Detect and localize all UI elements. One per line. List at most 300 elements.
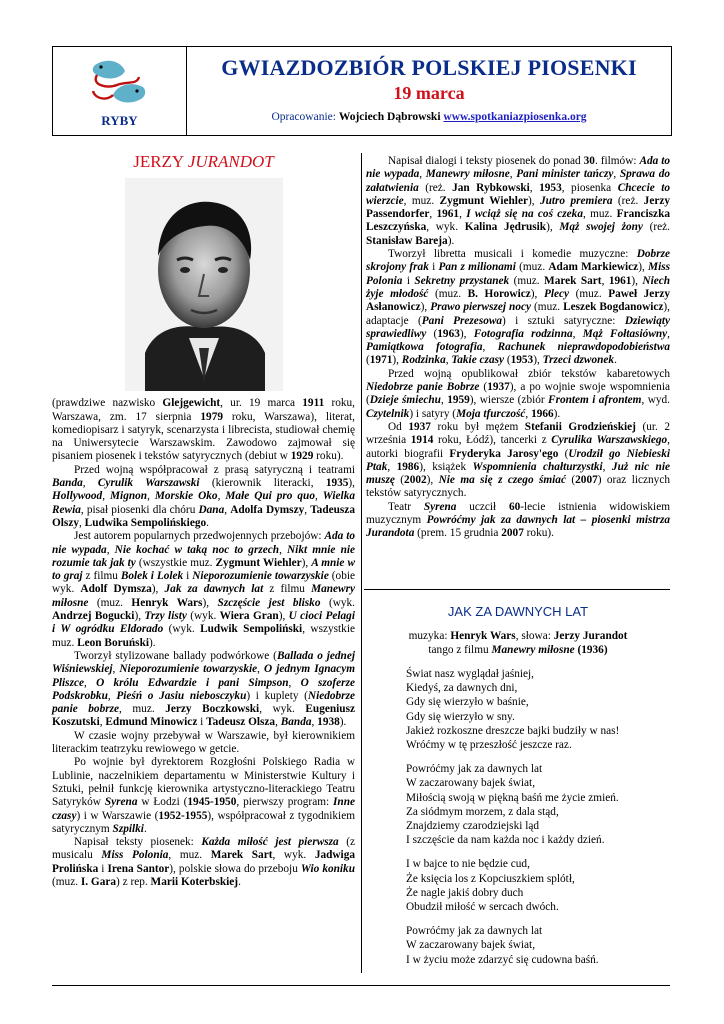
text-run: z filmu	[263, 583, 312, 596]
text-run: ,	[440, 394, 448, 407]
text-run: , wyk.	[426, 221, 465, 234]
text-run: , muz.	[168, 849, 211, 862]
emphasis-run: Syrena	[423, 500, 457, 513]
text-run: Przed wojną współpracował z prasą satyryczną i teatrami	[74, 463, 355, 476]
text-run: , muz.	[119, 703, 166, 716]
text-run: Jest autorem popularnych przedwojennych przebojów:	[74, 530, 325, 543]
emphasis-run: Stanisław Bareja	[366, 234, 448, 247]
emphasis-run: Irena Santor	[107, 862, 170, 875]
text-run: W czasie wojny przebywał w Warszawie, był kierownikiem literackim teatrzyku rewiowego w getcie.	[52, 729, 355, 756]
emphasis-run: Adolfa Dymszy	[230, 503, 305, 516]
zodiac-sign-label: RYBY	[101, 113, 138, 128]
emphasis-run: Sprawa do załatwienia	[366, 168, 671, 194]
text-run: Tworzył libretta musicali i komedie muzyczne:	[388, 248, 637, 261]
text-run: (muz.	[88, 596, 132, 609]
text-run: (obie wyk.	[52, 570, 355, 596]
emphasis-run: Jerzy Boczkowski	[165, 703, 260, 716]
text-run: (reż.	[612, 194, 644, 207]
emphasis-run: O jednym Ignacym Pliszce	[52, 663, 356, 689]
emphasis-run: Nikt mnie nie rozumie tak jak ty	[52, 543, 355, 569]
lyric-line: Obudził miłość w sercach dwóch.	[406, 901, 559, 914]
text-run: i	[98, 862, 108, 875]
emphasis-run: Jadwiga Prolińska	[52, 849, 355, 875]
emphasis-run: Takie czasy	[451, 354, 504, 367]
section-divider	[364, 589, 670, 590]
text-run: , wyd.	[641, 394, 670, 407]
emphasis-run: 1937	[487, 381, 510, 394]
emphasis-run: Tadeusza Olszy	[52, 503, 355, 529]
text-run: ,	[482, 341, 498, 354]
text-run: ).	[447, 234, 455, 247]
emphasis-run: Pani minister tańczy	[516, 168, 614, 181]
emphasis-run: Bolek i Lolek	[120, 570, 184, 583]
text-run: (reż.	[642, 221, 670, 234]
text-run: -lecie istnienia widowiskiem muzycznym	[366, 500, 670, 527]
text-run: ,	[79, 516, 85, 529]
emphasis-run: Manewry miłosne	[425, 168, 510, 181]
emphasis-run: Miss Polonia	[101, 849, 169, 862]
text-run: , muz.	[582, 208, 617, 221]
text-run: . filmów:	[594, 155, 640, 167]
text-run: (z musicalu	[52, 836, 355, 862]
emphasis-run: 1945-1950	[187, 796, 237, 809]
text-run: ) i sztuki satyryczne:	[502, 314, 625, 327]
text-run: ),	[151, 583, 165, 596]
credit-label: Opracowanie:	[271, 111, 336, 123]
emphasis-run: 2007	[575, 474, 598, 487]
emphasis-run: Jutro premiera	[539, 194, 613, 207]
text-run: (	[504, 354, 511, 367]
text-run: , piosenka	[561, 181, 618, 194]
emphasis-run: Trzy listy	[144, 610, 187, 623]
text-run: ,	[429, 208, 437, 221]
text-run: ,	[82, 477, 98, 490]
emphasis-run: Mignon	[110, 490, 148, 503]
text-run: ),	[278, 610, 289, 623]
header-main	[187, 47, 671, 135]
text-run: ,	[279, 543, 288, 556]
website-link[interactable]: www.spotkaniazpiosenka.org	[443, 111, 587, 123]
emphasis-run: B. Horowicz	[467, 287, 531, 300]
text-run: ) oraz licznych tekstów satyrycznych.	[366, 474, 670, 500]
verse	[406, 857, 670, 914]
text-run: (kierownik literacki,	[199, 477, 326, 490]
text-run: , ur. 19 marca	[220, 397, 303, 410]
emphasis-run: Rachunek nieprawdopodobieństwa	[497, 341, 671, 354]
paragraph	[52, 464, 355, 530]
lyric-line: Znajdziemy czarodziejski ląd	[406, 820, 539, 833]
text-run: (wyk.	[186, 610, 220, 623]
text-run: Przed wojną opublikował zbiór tekstów kabaretowych	[388, 367, 670, 380]
page-title: GWIAZDOZBIÓR POLSKIEJ PIOSENKI	[221, 55, 637, 80]
lyric-line: I w bajce to nie będzie cud,	[406, 858, 530, 871]
lyric-line: Miłością swoją w piękną baśń me życie zmień.	[406, 791, 619, 804]
emphasis-run: Niech żyje młodość	[366, 274, 671, 300]
text-run: (	[558, 447, 569, 460]
emphasis-run: Rodzinka	[401, 354, 446, 367]
biography-right-column	[366, 155, 670, 541]
emphasis-run: Niedobrze panie bobrze	[52, 689, 355, 716]
emphasis-run: Jak za dawnych lat	[164, 583, 264, 596]
text-run: uczcił	[456, 500, 509, 513]
emphasis-run: Cyrulika Warszawskiego	[551, 434, 668, 447]
emphasis-run: Urodził go Niebieski Ptak	[366, 447, 670, 473]
emphasis-run: Morskie Oko	[154, 490, 218, 503]
emphasis-run: Nieporozumienie towarzyskie	[192, 570, 329, 583]
paragraph	[366, 368, 670, 421]
emphasis-run: Wiera Gran	[219, 610, 279, 623]
emphasis-run: Banda	[52, 477, 83, 490]
text-run: ) i w Warszawie (	[76, 809, 159, 822]
emphasis-run: Szpilki	[112, 822, 144, 835]
emphasis-run: Pani Prezesowa	[421, 314, 503, 327]
column-divider	[361, 153, 362, 973]
text-run: ),	[638, 261, 649, 274]
emphasis-run: Edmund Minowicz	[105, 716, 198, 729]
credit-line	[187, 111, 671, 123]
emphasis-run: Andrzej Bogucki	[52, 610, 135, 623]
text-run: .	[238, 875, 241, 888]
biography-text-continued	[366, 155, 670, 541]
text-run: (muz.	[569, 287, 609, 300]
lyric-line: W zaczarowany bajek świat,	[406, 777, 536, 790]
text-run: ) z rep.	[116, 875, 151, 888]
emphasis-run: Ballada o jednej Wiśniewskiej	[52, 649, 355, 676]
text-run: (prawdziwe nazwisko	[52, 397, 163, 410]
text-run: ),	[348, 477, 356, 490]
tango-label: tango z filmu	[428, 644, 489, 656]
emphasis-run: Jan Rybkowski	[452, 181, 530, 194]
text-run: , muz.	[403, 194, 440, 207]
text-run: ,	[387, 460, 397, 473]
text-run: , wyk.	[259, 703, 306, 716]
emphasis-run: 1971	[369, 354, 393, 367]
emphasis-run: U cioci Pelagi i W ogródku Eldorado	[52, 610, 355, 636]
text-run: (	[565, 474, 576, 487]
emphasis-run: Mąż swojej żony	[559, 221, 643, 234]
paragraph	[52, 650, 355, 730]
text-run: (muz.	[531, 301, 564, 314]
text-run: roku).	[313, 450, 344, 463]
text-run: ) i satyry (	[409, 407, 457, 420]
text-run: ),	[530, 287, 544, 300]
text-run: roku, Warszawa, zm. 17 sierpnia	[52, 397, 356, 423]
emphasis-run: Zygmunt Wiehler	[439, 194, 528, 207]
lyric-line: Powróćmy jak za dawnych lat	[406, 925, 543, 938]
lyric-line: I szczęście da nam każda noc i każdy dzień.	[406, 834, 605, 847]
emphasis-run: Eugeniusz Koszutski	[52, 703, 355, 729]
text-run: ,	[224, 503, 231, 516]
lyric-line: Wróćmy w tę przeszłość jeszcze raz.	[406, 739, 572, 752]
text-run: ), polskie słowa do przeboju	[169, 862, 301, 875]
emphasis-run: O szoferze Podskrobku	[52, 676, 355, 702]
emphasis-run: Moja tfurczość	[456, 407, 526, 420]
biography-text	[52, 397, 355, 889]
emphasis-run: Henryk Wars	[131, 596, 203, 609]
emphasis-run: Paweł Jerzy Asłanowicz	[366, 287, 670, 314]
text-run: ),	[631, 274, 643, 287]
page-date: 19 marca	[393, 83, 465, 103]
text-run: ),	[546, 221, 560, 234]
text-run: , wszystkie muz.	[52, 623, 355, 649]
text-run: ,	[509, 168, 517, 181]
emphasis-run: Mąż Fołtasiówny	[582, 327, 668, 340]
emphasis-run: Pan z milionami	[438, 261, 516, 274]
paragraph	[52, 530, 355, 650]
paragraph	[366, 421, 670, 501]
text-run: (	[426, 327, 438, 340]
emphasis-run: Już nic nie muszę	[366, 460, 670, 487]
text-run: Od	[388, 420, 409, 433]
text-run: ,	[311, 716, 318, 729]
text-run: , pierwszy program:	[236, 796, 334, 809]
text-run: ,	[314, 490, 323, 503]
text-run: ),	[527, 194, 540, 207]
text-run: roku, Łódź), tancerki z	[433, 434, 552, 447]
text-run: ),	[392, 354, 402, 367]
text-run: ,	[147, 490, 155, 503]
text-run: (muz.	[428, 287, 468, 300]
lyric-line: Gdy się wierzyło w sny.	[406, 710, 515, 723]
emphasis-run: Cyrulik Warszawski	[97, 477, 200, 490]
emphasis-run: Hollywood	[52, 490, 103, 503]
emphasis-run: Trzeci dzwonek	[542, 354, 615, 367]
pisces-fish-icon	[87, 55, 151, 113]
text-run: ),	[134, 610, 145, 623]
emphasis-run: Jerzy Passendorfer	[366, 194, 671, 221]
text-run: ,	[106, 543, 115, 556]
emphasis-run: Ludwik Sempoliński	[200, 623, 303, 636]
emphasis-run: Chcecie to wierzcie	[366, 181, 670, 207]
emphasis-run: Sekretny przystanek	[414, 274, 510, 287]
lyric-line: Że księcia los z Kopciuszkiem splótł,	[406, 872, 575, 885]
emphasis-run: Prawo pierwszej nocy	[430, 301, 532, 314]
lyric-line: Gdy się wierzyło w baśnie,	[406, 696, 529, 709]
emphasis-run: Adam Markiewicz	[548, 261, 639, 274]
paragraph	[366, 248, 670, 368]
text-run: ,	[275, 716, 281, 729]
text-run: ,	[529, 181, 540, 194]
emphasis-run: A mnie w to graj	[52, 556, 355, 583]
emphasis-run: 1986	[396, 460, 420, 473]
text-run: (wyk.	[163, 623, 201, 636]
paragraph	[52, 730, 355, 757]
emphasis-run: Glejgewicht	[162, 397, 221, 410]
text-run: ), wiersze (zbiór	[469, 394, 549, 407]
emphasis-run: Marek Sart	[210, 849, 273, 862]
text-run: (muz.	[52, 875, 81, 888]
text-run: (wyk.	[320, 596, 355, 609]
lyric-line: Powróćmy jak za dawnych lat	[406, 763, 543, 776]
song-section	[366, 604, 670, 977]
text-run: ),	[426, 474, 439, 487]
text-run: ,	[572, 327, 583, 340]
emphasis-run: 1979	[200, 410, 223, 423]
text-run: ),	[301, 556, 312, 569]
text-run: ).	[149, 636, 156, 649]
emphasis-run: 60	[508, 500, 521, 513]
emphasis-run: Syrena	[104, 796, 138, 809]
text-run: ),	[420, 301, 431, 314]
text-run: roku był mężem	[430, 420, 525, 433]
emphasis-run: Ada to nie wypada	[52, 530, 355, 556]
text-run: roku).	[523, 527, 554, 540]
lyricist: Jerzy Jurandot	[553, 630, 628, 642]
emphasis-run: Adolf Dymsza	[80, 583, 152, 596]
emphasis-run: Banda	[280, 716, 312, 729]
text-run: ,	[459, 208, 467, 221]
song-credits	[366, 629, 670, 657]
emphasis-run: 1914	[410, 434, 434, 447]
paragraph	[52, 397, 355, 463]
emphasis-run: Zygmunt Wiehler	[215, 556, 302, 569]
emphasis-run: I wciąż się na coś czeka	[466, 208, 583, 221]
text-run: i	[428, 261, 439, 274]
composer: Henryk Wars	[450, 630, 516, 642]
text-run: (wszystkie muz.	[135, 556, 216, 569]
text-run: .	[614, 354, 617, 367]
emphasis-run: Dana	[198, 503, 225, 516]
lyric-line: Że nagle jakiś dobry duch	[406, 886, 524, 899]
text-run: ,	[112, 663, 120, 676]
emphasis-run: 1938	[317, 716, 340, 729]
emphasis-run: 1966	[531, 407, 554, 420]
emphasis-run: Wspomnienia chałturzystki	[472, 460, 603, 473]
text-run: ,	[84, 676, 97, 689]
text-run: (	[479, 381, 488, 394]
text-run: (	[394, 474, 405, 487]
emphasis-run: 1952-1955	[158, 809, 208, 822]
emphasis-run: Dzieje śmiechu	[369, 394, 441, 407]
emphasis-run: Pamiątkowa fotografia	[366, 341, 483, 354]
text-run: i	[402, 274, 415, 287]
emphasis-run: Leszek Bogdanowicz	[563, 301, 664, 314]
text-run: ),	[459, 327, 474, 340]
emphasis-run: 1961	[436, 208, 460, 221]
paragraph	[366, 501, 670, 541]
emphasis-run: Plecy	[543, 287, 570, 300]
text-run: ,	[217, 490, 226, 503]
emphasis-run: Każda miłość jest pierwsza	[201, 836, 339, 849]
emphasis-run: 1963	[437, 327, 460, 340]
lyrics-label: , słowa:	[515, 630, 551, 642]
emphasis-run: Wielka Rewia	[52, 490, 355, 516]
text-run: (reż.	[418, 181, 453, 194]
text-run: ,	[288, 676, 301, 689]
text-run: ),	[533, 354, 543, 367]
verse	[406, 762, 670, 847]
emphasis-run: Miss Polonia	[366, 261, 671, 287]
text-run: ,	[667, 327, 670, 340]
music-label: muzyka:	[408, 630, 448, 642]
emphasis-run: 30	[583, 155, 595, 167]
text-run: ,	[102, 490, 111, 503]
emphasis-run: Małe Qui pro quo	[225, 490, 315, 503]
text-run: ,	[257, 663, 265, 676]
emphasis-run: O królu Edwardzie i pani Simpson	[96, 676, 289, 689]
text-run: .	[206, 516, 209, 529]
paragraph	[52, 756, 355, 836]
biography-left-column	[52, 152, 356, 889]
text-run: , autorki biografii	[366, 434, 670, 460]
text-run: i	[197, 716, 207, 729]
text-run: ) i kuplety (	[246, 689, 308, 702]
emphasis-run: 1935	[325, 477, 349, 490]
text-run: z filmu	[82, 570, 121, 583]
credit-author: Wojciech Dąbrowski	[338, 111, 441, 123]
text-run: ,	[99, 716, 106, 729]
emphasis-run: 2007	[501, 527, 524, 540]
text-run: Tworzył stylizowane ballady podwórkowe (	[74, 649, 277, 662]
emphasis-run: Marek Sart	[544, 274, 602, 287]
emphasis-run: Fryderyka Jarosy'ego	[449, 447, 559, 460]
film-title: Manewry miłosne	[491, 644, 575, 656]
text-run: w Łodzi (	[137, 796, 188, 809]
text-run: ).	[553, 407, 561, 420]
emphasis-run: 1961	[608, 274, 632, 287]
lyric-line: Kiedyś, za dawnych dni,	[406, 682, 518, 695]
paragraph	[366, 155, 670, 248]
zodiac-logo	[53, 47, 187, 135]
emphasis-run: 1911	[302, 397, 325, 410]
artist-name	[52, 152, 355, 171]
emphasis-run: Stefanii Grodzieńskiej	[524, 420, 636, 433]
emphasis-run: Marii Koterbskiej	[150, 875, 239, 888]
text-run: roku, Warszawa), literat, komediopisarz i satyryk, scenarzysta i librecista, studiował chemię na Uniwersytecie Warszawskim. Zawodowo zajmował się pisaniem piosenek i tekstów satyrycznych (debiut w	[52, 410, 356, 463]
lyric-line: W zaczarowany bajek świat,	[406, 939, 536, 952]
artist-last-name: JURANDOT	[187, 152, 274, 171]
page-header	[52, 46, 672, 136]
emphasis-run: 1929	[290, 450, 314, 463]
emphasis-run: Franciszka Leszczyńska	[366, 208, 670, 234]
text-run: ),	[202, 596, 218, 609]
emphasis-run: Tadeusz Olsza	[206, 716, 276, 729]
verse	[406, 924, 670, 967]
emphasis-run: Nie kochać w taką noc to grzech	[114, 543, 280, 556]
emphasis-run: Frontem i afrontem	[548, 394, 642, 407]
lyric-line: I w życiu może zdarzyć się cudowna baśń.	[406, 953, 599, 966]
emphasis-run: Kalina Jędrusik	[464, 221, 547, 234]
emphasis-run: Manewry miłosne	[52, 583, 355, 609]
emphasis-run: Wio koniku	[300, 862, 355, 875]
lyric-line: Jakież rozkoszne dreszcze bajki budziły w nas!	[406, 724, 620, 737]
text-run: , pisał piosenki dla chóru	[80, 503, 199, 516]
emphasis-run: Dziewiąty sprawiedliwy	[366, 314, 670, 340]
artist-first-name: JERZY	[133, 152, 184, 171]
verse	[406, 667, 670, 752]
text-run: i	[183, 570, 193, 583]
text-run: ,	[602, 460, 612, 473]
text-run: (prem. 15 grudnia	[414, 527, 502, 540]
emphasis-run: Pieśń o Jasiu niebosczyku	[116, 689, 247, 702]
text-run: Po wojnie był dyrektorem Rozgłośni Polskiego Radia w Lublinie, naczelnikiem departamentu w Ministerstwie Kultury i Sztuki, pełnił funkcję kierownika artystyczno-literackiego Teatru Satyryków	[52, 756, 355, 809]
emphasis-run: Powróćmy jak za dawnych lat – piosenki mistrza Jurandota	[366, 514, 670, 540]
emphasis-run: Niedobrze panie Bobrze	[366, 381, 480, 394]
text-run: ), adaptacje (	[366, 301, 670, 327]
emphasis-run: Nieporozumienie towarzyskie	[119, 663, 258, 676]
emphasis-run: Inne czasy	[52, 796, 355, 822]
lyric-line: Świat nasz wyglądał jaśniej,	[406, 668, 535, 680]
text-run: Napisał dialogi i teksty piosenek do ponad	[388, 155, 584, 167]
emphasis-run: 1953	[510, 354, 534, 367]
emphasis-run: I. Gara	[80, 875, 117, 888]
song-lyrics	[366, 667, 670, 967]
text-run: ), współpracował z tygodnikiem satyrycznym	[52, 809, 355, 835]
text-run: ,	[601, 274, 609, 287]
text-run: .	[143, 822, 147, 835]
text-run: (muz.	[515, 261, 549, 274]
text-run: ).	[339, 716, 347, 729]
